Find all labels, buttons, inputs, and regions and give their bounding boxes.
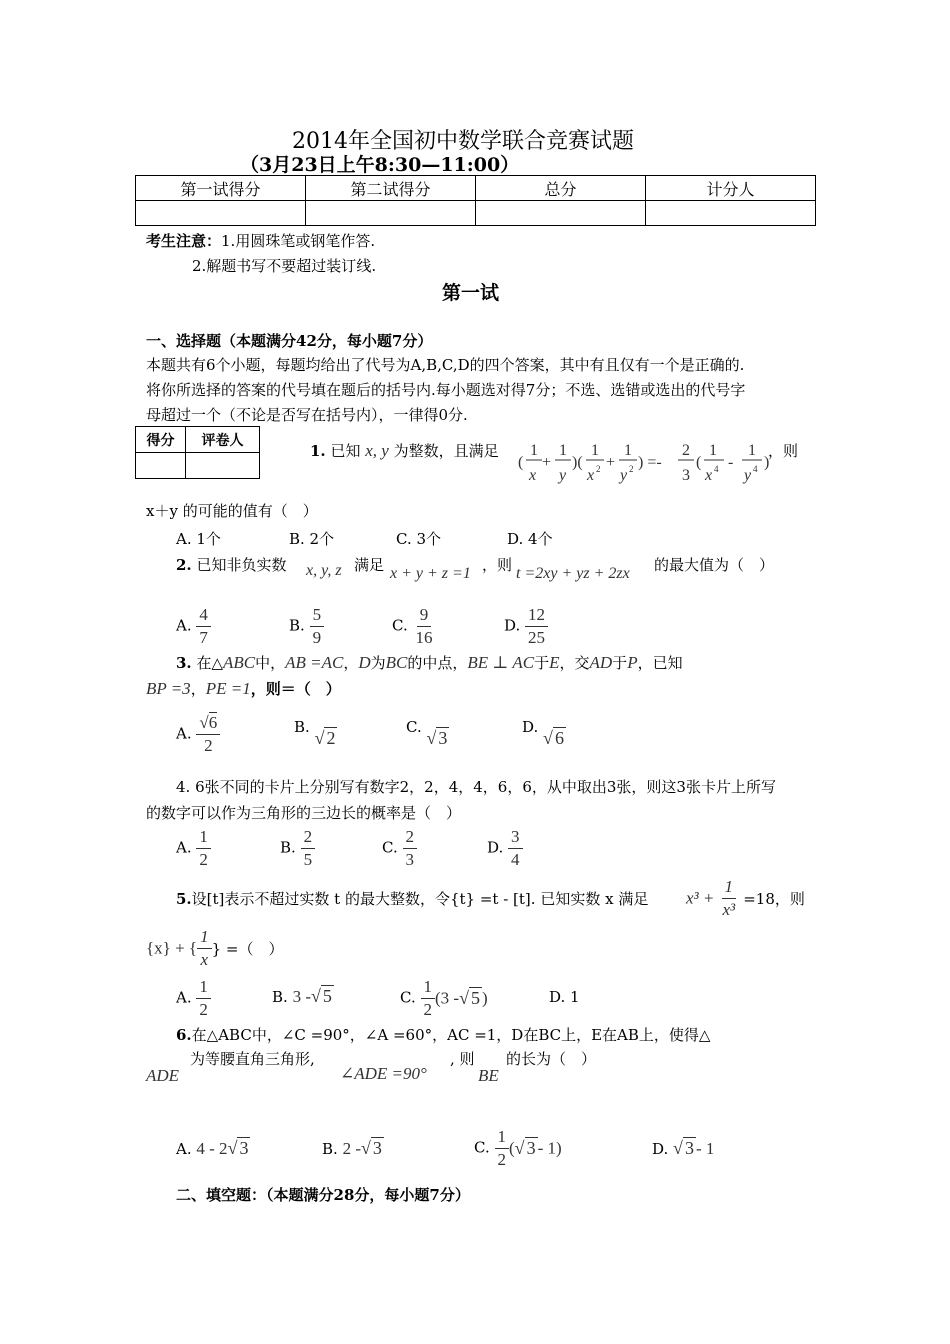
q4-option-a[interactable] (176, 826, 211, 871)
math-symbol: 2 - (342, 1139, 361, 1158)
math-symbol: AB =AC (285, 653, 344, 672)
math-symbol: P (627, 653, 638, 672)
question-number: 1. (310, 442, 326, 460)
math-symbol: y (559, 467, 567, 484)
score-cell-second[interactable] (306, 201, 476, 226)
q2-condition: x + y + z =1 (390, 565, 471, 582)
math-symbol: ABC (223, 653, 256, 672)
numerator: 1 (421, 976, 436, 999)
grader-score-label: 得分 (136, 427, 186, 453)
part2-heading: 二、填空题：（本题满分28分，每小题7分） (176, 1186, 470, 1204)
radicand: 3 (438, 728, 448, 748)
q5-equation (686, 876, 805, 921)
score-header-first: 第一试得分 (136, 176, 306, 201)
question-text: ，交 (559, 654, 590, 672)
question-text: 满足 (354, 556, 385, 574)
math-symbol: x (705, 467, 713, 484)
sqrt-expression: √ 5 (459, 988, 480, 1008)
numerator: 4 (196, 604, 211, 627)
numerator: 1 (722, 876, 737, 899)
denominator: 25 (528, 628, 546, 647)
score-header-scorer: 计分人 (646, 176, 816, 201)
math-symbol: 1 (748, 442, 756, 459)
question-text: ， (190, 680, 206, 698)
question-text: 为整数，且满足 (393, 442, 499, 460)
question-text: 的最大值为（ ） (654, 556, 775, 574)
q6-option-c[interactable] (474, 1126, 562, 1171)
sqrt-expression: √ 2 (314, 728, 336, 748)
math-symbol: 3 (682, 467, 690, 484)
option-label: A. (176, 616, 192, 635)
option-fraction (403, 826, 418, 871)
score-cell-first[interactable] (136, 201, 306, 226)
grader-name-label: 评卷人 (185, 427, 259, 453)
math-symbol: x (587, 467, 595, 484)
q5-option-b[interactable] (272, 986, 334, 1007)
math-symbol: x³ + (686, 888, 715, 908)
question-text: 在△ (196, 654, 223, 672)
q2-option-d[interactable] (504, 604, 548, 649)
question-text: =18，则 (743, 890, 805, 908)
question-text: 中， (255, 654, 286, 672)
math-symbol: E (549, 653, 560, 672)
q3-option-d[interactable] (522, 716, 566, 748)
option-fraction (413, 604, 436, 649)
radicand: 6 (208, 713, 218, 732)
math-symbol: 2 (682, 442, 690, 459)
q1-continuation: x＋y 的可能的值有（ ） (146, 502, 318, 520)
notice-line-1 (146, 230, 375, 251)
part1-intro-1: 本题共有6个小题，每题均给出了代号为A,B,C,D的四个答案，其中有且仅有一个是正确的. (146, 356, 745, 374)
question-text: 的中点， (407, 654, 468, 672)
question-text: ，则＝（ ） (250, 680, 341, 698)
math-symbol: 1 (624, 442, 632, 459)
math-symbol: 2 (629, 464, 634, 474)
math-symbol: 3 - (292, 987, 311, 1006)
q6-option-a[interactable] (176, 1138, 250, 1159)
radicand: 6 (554, 728, 564, 748)
part1-intro-2: 将你所选择的答案的代号填在题后的括号内.每小题选对得7分；不选、选错或选出的代号字 (146, 381, 746, 399)
numerator: 5 (310, 604, 325, 627)
q2-option-b[interactable] (289, 604, 324, 649)
score-cell-scorer[interactable] (646, 201, 816, 226)
option-fraction (495, 1126, 510, 1171)
option-label: C. (382, 838, 398, 857)
q4-option-d[interactable] (487, 826, 523, 871)
q1-equation (516, 435, 786, 487)
math-symbol: BE ⊥ AC (467, 653, 535, 672)
option-label: B. (280, 838, 296, 857)
sqrt-expression: √ 3 (227, 1138, 249, 1158)
denominator: 9 (312, 628, 322, 647)
denominator: 4 (511, 850, 520, 869)
math-symbol: 4 (714, 464, 719, 474)
q6-option-d[interactable] (652, 1138, 714, 1159)
part1-heading: 一、选择题（本题满分42分，每小题7分） (146, 332, 433, 350)
option-label: A. (176, 724, 192, 743)
score-header-second: 第二试得分 (306, 176, 476, 201)
question-3-line-2 (146, 678, 341, 699)
q3-option-a[interactable] (176, 712, 220, 757)
numerator: 2 (403, 826, 418, 849)
option-label: C. (392, 616, 408, 635)
notice-label: 考生注意： (146, 232, 222, 250)
option-label: B. (294, 718, 310, 736)
q5-option-c[interactable] (400, 976, 488, 1021)
question-text: , 则 (450, 1050, 475, 1068)
question-text: 已知 (330, 442, 361, 460)
q5-option-a[interactable] (176, 976, 211, 1021)
math-symbol: - 1 (695, 1139, 715, 1158)
math-symbol: + (606, 454, 616, 471)
option-label: A. (176, 988, 192, 1007)
math-symbol: 1 (559, 442, 567, 459)
math-symbol: AD (589, 653, 613, 672)
sqrt-expression: √ 3 (361, 1138, 382, 1158)
q4-option-c[interactable] (382, 826, 417, 871)
math-symbol: {x} + { (146, 938, 198, 958)
math-symbol: 1 (709, 442, 717, 459)
option-fraction (196, 712, 220, 757)
denominator: x (200, 950, 209, 969)
option-fraction (196, 826, 211, 871)
question-number: 2. (176, 556, 192, 574)
sqrt-expression: √ 6 (543, 728, 564, 748)
option-label: A. (176, 1140, 192, 1158)
denominator: 2 (199, 850, 208, 869)
option-fraction (301, 826, 316, 871)
math-symbol: ) (481, 988, 488, 1008)
math-symbol: x (529, 467, 537, 484)
radicand: 3 (526, 1138, 536, 1158)
denominator: 2 (497, 1150, 506, 1169)
math-symbol: 4 (753, 464, 758, 474)
q1-option-a[interactable]: A. 1个 (176, 530, 221, 548)
math-vars: x, y, z (306, 562, 342, 579)
option-fraction (196, 976, 211, 1021)
option-label: C. (406, 718, 422, 736)
grader-score-cell[interactable] (136, 453, 186, 479)
notice-item-2: 2.解题书写不要超过装订线. (192, 257, 377, 275)
sqrt-expression: √ 3 (673, 1138, 694, 1158)
question-4-line-2: 的数字可以作为三角形的三边长的概率是（ ） (146, 804, 462, 822)
q2-option-c[interactable] (392, 604, 436, 649)
denominator: 2 (423, 1000, 432, 1019)
radicand: 3 (684, 1138, 694, 1158)
option-fraction (196, 604, 211, 649)
option-label: B. (322, 1140, 338, 1158)
denominator: 3 (405, 850, 414, 869)
denominator: 16 (415, 628, 433, 647)
math-symbol: ∠ADE =90° (340, 1064, 427, 1083)
option-label: B. (289, 616, 305, 635)
math-symbol: 1 (530, 442, 538, 459)
score-header-total: 总分 (476, 176, 646, 201)
question-3-line-1 (176, 652, 683, 673)
option-label: C. (400, 988, 416, 1007)
numerator: 3 (508, 826, 523, 849)
question-5-line-1 (176, 888, 648, 909)
exam-time: （3月23日上午8:30—11:00） (240, 154, 520, 176)
q6-option-b[interactable] (322, 1138, 384, 1159)
math-symbol: + (542, 454, 552, 471)
q2-option-a[interactable] (176, 604, 211, 649)
radicand: 3 (239, 1138, 249, 1158)
option-label: D. (522, 718, 539, 736)
math-symbol: PE =1 (205, 679, 251, 698)
math-symbol: )( (572, 454, 583, 471)
part1-intro-3: 母超过一个（不论是否写在括号内），一律得0分. (146, 406, 468, 424)
q1-option-c[interactable]: C. 3个 (396, 530, 442, 548)
question-text: 设[t]表示不超过实数 t 的最大整数，令{t} =t - [t]. 已知实数 x 满足 (191, 890, 649, 908)
math-fraction (197, 926, 212, 971)
question-number: 6. (176, 1026, 192, 1044)
question-text: } =（ ） (211, 940, 284, 958)
q3-option-c[interactable] (406, 716, 449, 748)
question-text: 在△ABC中，∠C =90°，∠A =60°，AC =1，D在BC上，E在AB上，使得△ (191, 1026, 711, 1044)
math-symbol: ( (696, 454, 702, 471)
page-title: 2014年全国初中数学联合竞赛试题 (292, 129, 634, 154)
math-symbol: 1 (591, 442, 599, 459)
math-symbol: ) =- (638, 454, 662, 471)
math-symbol: y (620, 467, 628, 484)
radicand: 5 (322, 986, 332, 1006)
numerator: √6 (196, 712, 220, 735)
radicand: 5 (470, 988, 480, 1008)
option-label: A. (176, 838, 192, 857)
math-symbol: BC (385, 653, 408, 672)
numerator: 1 (196, 826, 211, 849)
radicand: 2 (326, 728, 336, 748)
question-text: 的长为（ ） (506, 1050, 597, 1068)
question-text: 为 (370, 654, 386, 672)
sqrt-expression: √ 3 (514, 1138, 536, 1158)
math-symbol: - 1) (537, 1138, 562, 1158)
denominator: 2 (204, 736, 213, 755)
option-fraction (525, 604, 548, 649)
q5-option-d[interactable]: D. 1 (549, 988, 580, 1006)
q4-option-b[interactable] (280, 826, 315, 871)
grader-table (135, 426, 260, 479)
radicand: 3 (372, 1138, 382, 1158)
denominator: x³ (722, 900, 736, 919)
option-label: D. (487, 838, 504, 857)
numerator: 1 (495, 1126, 510, 1149)
math-symbol: ( (518, 454, 524, 471)
question-1 (310, 440, 499, 461)
score-table (135, 175, 816, 226)
option-fraction (421, 976, 436, 1021)
question-4-line-1: 4. 6张不同的卡片上分别写有数字2，2，4，4，6，6，从中取出3张，则这3张卡片上所写 (176, 778, 776, 796)
option-fraction (508, 826, 523, 871)
question-6-line-1 (176, 1024, 710, 1045)
math-symbol: ( (509, 1138, 515, 1158)
question-text: ， (343, 654, 359, 672)
math-symbol: - (728, 454, 734, 471)
numerator: 1 (196, 976, 211, 999)
math-symbol: BP =3 (146, 679, 191, 698)
q3-option-b[interactable] (294, 716, 337, 748)
question-text: 于 (612, 654, 628, 672)
numerator: 12 (525, 604, 548, 627)
math-symbol: 4 - 2 (196, 1139, 228, 1158)
question-text: ，则 (768, 442, 799, 460)
math-symbol: D (358, 653, 371, 672)
option-label: B. (272, 988, 288, 1006)
q1-option-b[interactable]: B. 2个 (289, 530, 335, 548)
math-symbol: ) (764, 454, 770, 471)
denominator: 5 (303, 850, 313, 869)
question-number: 5. (176, 890, 192, 908)
q1-option-d[interactable]: D. 4个 (507, 530, 553, 548)
question-text: 已知非负实数 (196, 556, 287, 574)
section-title: 第一试 (442, 282, 500, 304)
option-label: C. (474, 1138, 490, 1157)
math-symbol: y (744, 467, 752, 484)
option-fraction (310, 604, 325, 649)
sqrt-expression: √ 5 (311, 986, 332, 1006)
q2-expression: t =2xy + yz + 2zx (516, 565, 630, 582)
math-symbol: 2 (596, 464, 601, 474)
notice-item-1: 1.用圆珠笔或钢笔作答. (221, 232, 376, 250)
option-label: D. (652, 1140, 669, 1158)
math-fraction (719, 876, 738, 921)
question-text: ，则 (482, 556, 513, 574)
question-text: 为等腰直角三角形, (190, 1050, 315, 1068)
denominator: 2 (199, 1000, 208, 1019)
math-vars: x, y (365, 441, 389, 460)
question-number: 3. (176, 654, 192, 672)
numerator: 1 (197, 926, 212, 949)
score-cell-total[interactable] (476, 201, 646, 226)
question-text: 于 (534, 654, 550, 672)
math-symbol: BE (478, 1066, 499, 1085)
math-symbol: ADE (146, 1066, 180, 1085)
numerator: 2 (301, 826, 316, 849)
math-symbol: (3 - (435, 988, 460, 1008)
sqrt-expression: √ 3 (426, 728, 448, 748)
option-label: D. (504, 616, 521, 635)
grader-name-cell[interactable] (185, 453, 259, 479)
question-2 (176, 554, 286, 575)
numerator: 9 (417, 604, 432, 627)
question-text: ，已知 (637, 654, 683, 672)
question-5-line-2 (146, 926, 283, 971)
denominator: 7 (199, 628, 208, 647)
